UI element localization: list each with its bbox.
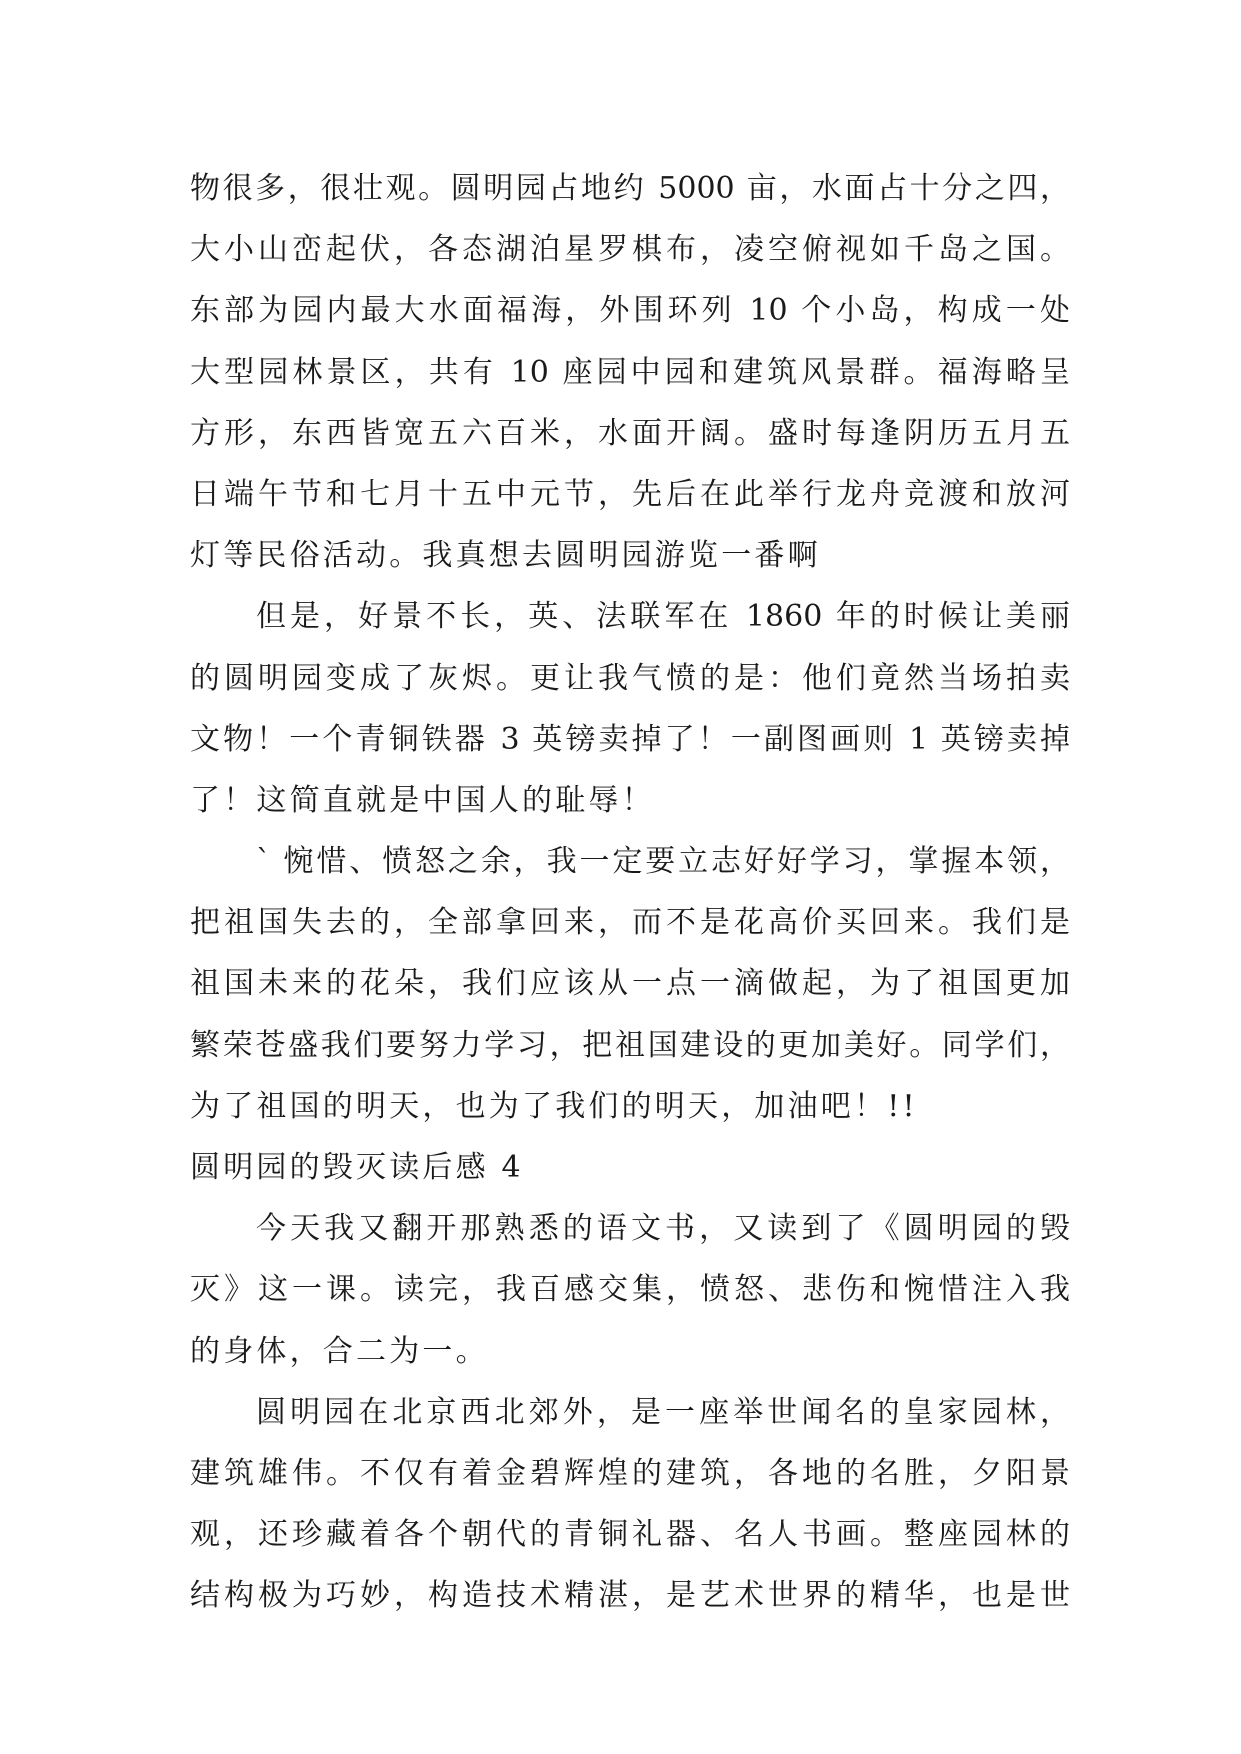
text-line: 的身体，合二为一。 [190, 1333, 489, 1369]
section-heading: 圆明园的毁灭读后感 4 [190, 1150, 524, 1185]
article-body [190, 158, 1070, 1627]
text-line: 建筑雄伟。不仅有着金碧辉煌的建筑，各地的名胜，夕阳景 [190, 1455, 1070, 1491]
text-line: 祖国未来的花朵，我们应该从一点一滴做起，为了祖国更加 [190, 966, 1070, 1002]
paragraph-first-line: 圆明园在北京西北郊外，是一座举世闻名的皇家园林， [256, 1394, 1070, 1430]
text-line: 繁荣苍盛我们要努力学习，把祖国建设的更加美好。同学们， [190, 1027, 1070, 1063]
text-line: 观，还珍藏着各个朝代的青铜礼器、名人书画。整座园林的 [190, 1517, 1070, 1553]
text-line: 灭》这一课。读完，我百感交集，愤怒、悲伤和惋惜注入我 [190, 1272, 1070, 1308]
text-line: 大型园林景区，共有 10 座园中园和建筑风景群。福海略呈 [190, 354, 1070, 390]
text-line: 了！这简直就是中国人的耻辱！ [190, 782, 655, 818]
paragraph-first-line: 但是，好景不长，英、法联军在 1860 年的时候让美丽 [256, 599, 1070, 635]
text-line: 东部为园内最大水面福海，外围环列 10 个小岛，构成一处 [190, 293, 1070, 329]
text-line: 日端午节和七月十五中元节，先后在此举行龙舟竞渡和放河 [190, 476, 1070, 512]
text-line: 方形，东西皆宽五六百米，水面开阔。盛时每逢阴历五月五 [190, 415, 1070, 451]
text-line: 把祖国失去的，全部拿回来，而不是花高价买回来。我们是 [190, 905, 1070, 941]
text-line: 文物！一个青铜铁器 3 英镑卖掉了！一副图画则 1 英镑卖掉 [190, 721, 1070, 757]
text-line: 物很多，很壮观。圆明园占地约 5000 亩，水面占十分之四， [190, 171, 1070, 206]
text-line: 灯等民俗活动。我真想去圆明园游览一番啊 [190, 538, 821, 574]
text-line: 结构极为巧妙，构造技术精湛，是艺术世界的精华，也是世 [190, 1578, 1070, 1614]
text-line: 大小山峦起伏，各态湖泊星罗棋布，凌空俯视如千岛之国。 [190, 232, 1070, 268]
paragraph-first-line: 今天我又翻开那熟悉的语文书，又读到了《圆明园的毁 [256, 1211, 1070, 1247]
text-line: 为了祖国的明天，也为了我们的明天，加油吧！!! [190, 1088, 918, 1124]
paragraph-first-line: ` 惋惜、愤怒之余，我一定要立志好好学习，掌握本领， [256, 844, 1070, 880]
text-line: 的圆明园变成了灰烬。更让我气愤的是：他们竟然当场拍卖 [190, 660, 1070, 696]
